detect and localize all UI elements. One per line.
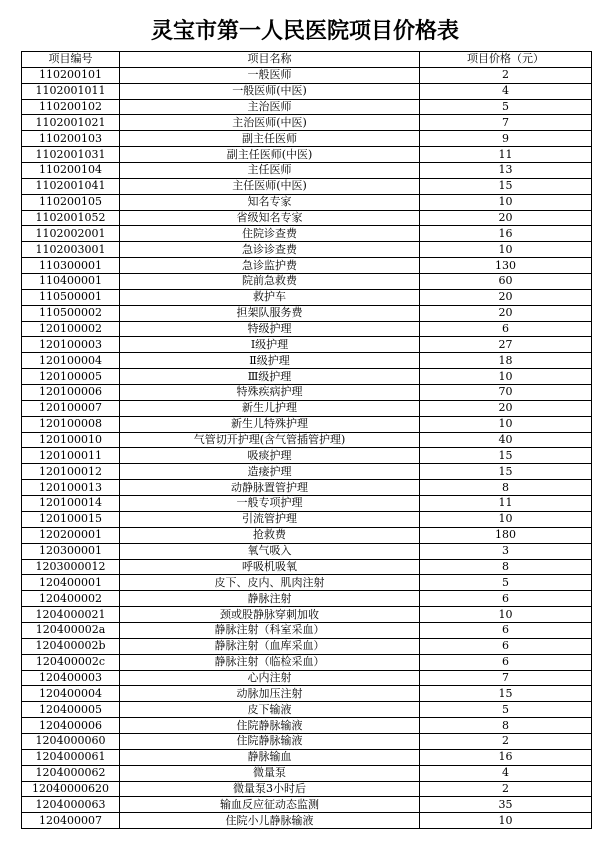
item-name-cell: Ⅲ级护理 (120, 369, 420, 385)
table-row (22, 591, 592, 607)
item-price-cell: 13 (420, 163, 592, 179)
item-price-cell: 20 (420, 400, 592, 416)
item-code-cell: 1204000061 (22, 749, 120, 765)
item-price-cell: 60 (420, 274, 592, 290)
item-name-cell: 主任医师(中医) (120, 178, 420, 194)
table-row (22, 797, 592, 813)
item-price-cell: 20 (420, 305, 592, 321)
item-code-cell: 120100002 (22, 321, 120, 337)
item-price-cell: 16 (420, 226, 592, 242)
table-row (22, 511, 592, 527)
table-row (22, 115, 592, 131)
table-row (22, 83, 592, 99)
table-row (22, 274, 592, 290)
item-code-cell: 1204000062 (22, 765, 120, 781)
item-price-cell: 6 (420, 654, 592, 670)
item-code-cell: 110500001 (22, 289, 120, 305)
table-row (22, 686, 592, 702)
table-row (22, 305, 592, 321)
item-code-cell: 120100011 (22, 448, 120, 464)
item-price-cell: 16 (420, 749, 592, 765)
item-name-cell: 静脉注射（血库采血） (120, 638, 420, 654)
item-code-cell: 120400002c (22, 654, 120, 670)
item-price-cell: 6 (420, 622, 592, 638)
item-name-cell: 吸痰护理 (120, 448, 420, 464)
item-price-cell: 11 (420, 496, 592, 512)
item-name-cell: 静脉输血 (120, 749, 420, 765)
item-code-cell: 1102001021 (22, 115, 120, 131)
item-name-cell: 输血反应征动态监测 (120, 797, 420, 813)
column-header-name: 项目名称 (120, 52, 420, 68)
item-name-cell: 颈或股静脉穿刺加收 (120, 607, 420, 623)
item-price-cell: 20 (420, 210, 592, 226)
table-row (22, 781, 592, 797)
item-price-cell: 18 (420, 353, 592, 369)
table-row (22, 765, 592, 781)
item-code-cell: 120400002 (22, 591, 120, 607)
item-code-cell: 1102002001 (22, 226, 120, 242)
item-code-cell: 120100012 (22, 464, 120, 480)
item-name-cell: 新生儿特殊护理 (120, 416, 420, 432)
item-price-cell: 5 (420, 702, 592, 718)
table-row (22, 575, 592, 591)
table-row (22, 163, 592, 179)
item-price-cell: 15 (420, 448, 592, 464)
table-row (22, 147, 592, 163)
item-name-cell: 副主任医师(中医) (120, 147, 420, 163)
table-row (22, 733, 592, 749)
item-price-cell: 7 (420, 670, 592, 686)
item-code-cell: 120100010 (22, 432, 120, 448)
item-name-cell: 特殊疾病护理 (120, 385, 420, 401)
item-code-cell: 120200001 (22, 527, 120, 543)
item-price-cell: 10 (420, 607, 592, 623)
item-name-cell: 主任医师 (120, 163, 420, 179)
item-name-cell: 院前急救费 (120, 274, 420, 290)
price-table (21, 51, 592, 829)
item-name-cell: 住院诊查费 (120, 226, 420, 242)
item-code-cell: 120100015 (22, 511, 120, 527)
item-price-cell: 8 (420, 480, 592, 496)
table-row (22, 432, 592, 448)
item-name-cell: 皮下输液 (120, 702, 420, 718)
item-price-cell: 8 (420, 559, 592, 575)
item-price-cell: 20 (420, 289, 592, 305)
table-row (22, 718, 592, 734)
item-price-cell: 130 (420, 258, 592, 274)
table-row (22, 496, 592, 512)
item-price-cell: 6 (420, 591, 592, 607)
item-name-cell: 副主任医师 (120, 131, 420, 147)
item-code-cell: 120100004 (22, 353, 120, 369)
item-code-cell: 120100014 (22, 496, 120, 512)
table-row (22, 210, 592, 226)
item-price-cell: 2 (420, 733, 592, 749)
item-name-cell: 救护车 (120, 289, 420, 305)
item-name-cell: Ⅰ级护理 (120, 337, 420, 353)
table-row (22, 622, 592, 638)
item-price-cell: 27 (420, 337, 592, 353)
item-code-cell: 110200104 (22, 163, 120, 179)
table-row (22, 702, 592, 718)
item-code-cell: 120100005 (22, 369, 120, 385)
item-code-cell: 1102001041 (22, 178, 120, 194)
item-code-cell: 120300001 (22, 543, 120, 559)
item-name-cell: 造瘘护理 (120, 464, 420, 480)
item-name-cell: 住院静脉输液 (120, 718, 420, 734)
item-name-cell: 皮下、皮内、肌肉注射 (120, 575, 420, 591)
item-name-cell: 静脉注射 (120, 591, 420, 607)
table-row (22, 749, 592, 765)
item-code-cell: 110500002 (22, 305, 120, 321)
table-header-row (22, 52, 592, 68)
item-name-cell: 主治医师(中医) (120, 115, 420, 131)
item-price-cell: 10 (420, 369, 592, 385)
item-code-cell: 1204000060 (22, 733, 120, 749)
table-row (22, 99, 592, 115)
table-row (22, 67, 592, 83)
item-price-cell: 10 (420, 511, 592, 527)
item-name-cell: 心内注射 (120, 670, 420, 686)
table-row (22, 353, 592, 369)
item-code-cell: 1102001031 (22, 147, 120, 163)
item-name-cell: 动脉加压注射 (120, 686, 420, 702)
item-price-cell: 10 (420, 194, 592, 210)
item-price-cell: 5 (420, 99, 592, 115)
table-row (22, 369, 592, 385)
item-code-cell: 110200101 (22, 67, 120, 83)
item-price-cell: 4 (420, 765, 592, 781)
item-price-cell: 3 (420, 543, 592, 559)
item-price-cell: 2 (420, 67, 592, 83)
item-price-cell: 70 (420, 385, 592, 401)
item-code-cell: 120400003 (22, 670, 120, 686)
item-name-cell: 静脉注射（临检采血） (120, 654, 420, 670)
table-row (22, 321, 592, 337)
table-row (22, 638, 592, 654)
item-name-cell: 担架队服务费 (120, 305, 420, 321)
item-code-cell: 110200103 (22, 131, 120, 147)
item-name-cell: 呼吸机吸氧 (120, 559, 420, 575)
item-code-cell: 1102001052 (22, 210, 120, 226)
item-code-cell: 12040000620 (22, 781, 120, 797)
item-price-cell: 9 (420, 131, 592, 147)
column-header-code: 项目编号 (22, 52, 120, 68)
item-name-cell: 微量泵 (120, 765, 420, 781)
table-row (22, 527, 592, 543)
item-code-cell: 110300001 (22, 258, 120, 274)
table-row (22, 670, 592, 686)
item-code-cell: 120100006 (22, 385, 120, 401)
item-price-cell: 6 (420, 321, 592, 337)
item-code-cell: 1102001011 (22, 83, 120, 99)
item-code-cell: 110400001 (22, 274, 120, 290)
item-name-cell: 省级知名专家 (120, 210, 420, 226)
table-row (22, 289, 592, 305)
table-row (22, 258, 592, 274)
item-name-cell: 知名专家 (120, 194, 420, 210)
item-price-cell: 180 (420, 527, 592, 543)
item-code-cell: 120400001 (22, 575, 120, 591)
table-row (22, 480, 592, 496)
table-row (22, 194, 592, 210)
item-name-cell: 微量泵3小时后 (120, 781, 420, 797)
item-name-cell: 一般医师 (120, 67, 420, 83)
item-code-cell: 110200105 (22, 194, 120, 210)
table-row (22, 416, 592, 432)
item-name-cell: 住院静脉输液 (120, 733, 420, 749)
table-row (22, 242, 592, 258)
item-name-cell: Ⅱ级护理 (120, 353, 420, 369)
item-code-cell: 120400002b (22, 638, 120, 654)
item-price-cell: 35 (420, 797, 592, 813)
table-row (22, 607, 592, 623)
item-price-cell: 4 (420, 83, 592, 99)
item-name-cell: 静脉注射（科室采血） (120, 622, 420, 638)
item-code-cell: 1204000021 (22, 607, 120, 623)
item-name-cell: 引流管护理 (120, 511, 420, 527)
item-price-cell: 5 (420, 575, 592, 591)
item-name-cell: 一般医师(中医) (120, 83, 420, 99)
item-name-cell: 住院小儿静脉输液 (120, 813, 420, 829)
table-row (22, 337, 592, 353)
item-code-cell: 120400004 (22, 686, 120, 702)
table-row (22, 385, 592, 401)
item-code-cell: 1204000063 (22, 797, 120, 813)
item-code-cell: 120400006 (22, 718, 120, 734)
item-price-cell: 10 (420, 242, 592, 258)
table-row (22, 654, 592, 670)
item-price-cell: 15 (420, 464, 592, 480)
item-price-cell: 40 (420, 432, 592, 448)
item-code-cell: 1102003001 (22, 242, 120, 258)
item-name-cell: 动静脉置管护理 (120, 480, 420, 496)
item-name-cell: 特级护理 (120, 321, 420, 337)
item-price-cell: 15 (420, 686, 592, 702)
item-code-cell: 120400007 (22, 813, 120, 829)
item-price-cell: 7 (420, 115, 592, 131)
item-code-cell: 120100013 (22, 480, 120, 496)
column-header-price: 项目价格（元） (420, 52, 592, 68)
table-row (22, 543, 592, 559)
item-price-cell: 6 (420, 638, 592, 654)
item-name-cell: 气管切开护理(含气管插管护理) (120, 432, 420, 448)
item-code-cell: 120100003 (22, 337, 120, 353)
table-row (22, 813, 592, 829)
item-code-cell: 120100007 (22, 400, 120, 416)
item-name-cell: 急诊诊查费 (120, 242, 420, 258)
item-price-cell: 2 (420, 781, 592, 797)
item-name-cell: 新生儿护理 (120, 400, 420, 416)
item-code-cell: 120100008 (22, 416, 120, 432)
table-row (22, 464, 592, 480)
table-row (22, 226, 592, 242)
item-price-cell: 10 (420, 416, 592, 432)
table-row (22, 400, 592, 416)
item-name-cell: 急诊监护费 (120, 258, 420, 274)
item-price-cell: 10 (420, 813, 592, 829)
item-name-cell: 主治医师 (120, 99, 420, 115)
item-name-cell: 氧气吸入 (120, 543, 420, 559)
table-row (22, 559, 592, 575)
item-code-cell: 120400002a (22, 622, 120, 638)
document-title: 灵宝市第一人民医院项目价格表 (150, 18, 459, 44)
item-name-cell: 抢救费 (120, 527, 420, 543)
item-code-cell: 110200102 (22, 99, 120, 115)
item-code-cell: 120400005 (22, 702, 120, 718)
item-price-cell: 11 (420, 147, 592, 163)
table-row (22, 178, 592, 194)
item-code-cell: 1203000012 (22, 559, 120, 575)
item-name-cell: 一般专项护理 (120, 496, 420, 512)
item-price-cell: 8 (420, 718, 592, 734)
table-row (22, 131, 592, 147)
table-body (22, 67, 592, 828)
item-price-cell: 15 (420, 178, 592, 194)
table-row (22, 448, 592, 464)
